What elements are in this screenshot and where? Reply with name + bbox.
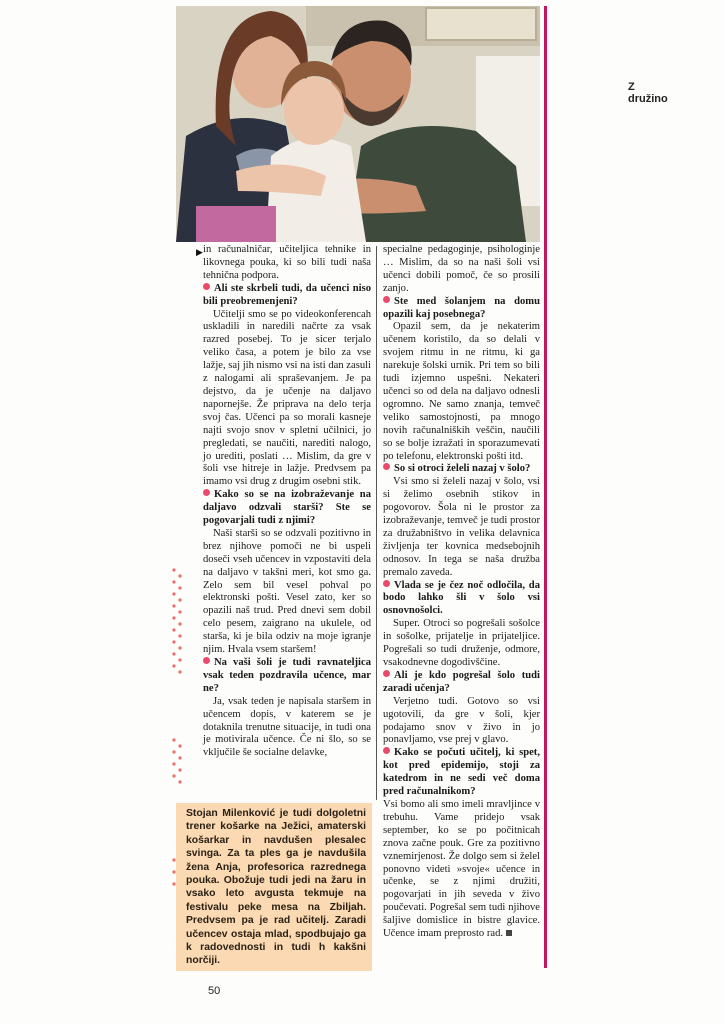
bio-text: Stojan Milenković je tudi dolgoletni trener košarke na Ježici, amaterski košarkar in navdušen plesalec svinga. Za ta ples ga je navdušila žena Anja, profesorica razrednega pouka. Obožuje tudi jedi na žaru in vsako leto avgusta tekmuje na festivalu peke mesa na Zbiljah. Predvsem pa je rad učitelj. Zaradi učencev ostaja mlad, spodbujajo ga k radovednosti in tudi h kakšni norčiji. — [186, 808, 366, 967]
answer-5: Vsi smo si želeli nazaj v šolo, vsi si želimo osebnih stikov in pogovorov. Šola ni le prostor za izobraževanje, temveč je tudi prostor za družabništvo in velika delavnica življenja ter kovnica medsebojnih odnosov. In tega se naša družba premalo zaveda. — [383, 476, 540, 578]
family-photo — [176, 6, 668, 242]
bullet-icon — [383, 296, 390, 303]
bullet-icon — [203, 283, 210, 290]
column2-intro: specialne pedagoginje, psihologinje … Mislim, da so na naši šoli vsi učenci dobili pomoč, če so prosili zanjo. — [383, 244, 540, 294]
question-5-text: So si otroci želeli nazaj v šolo? — [394, 463, 531, 475]
question-6 — [383, 580, 540, 619]
column-divider — [376, 246, 377, 800]
bullet-icon — [203, 489, 210, 496]
question-6-text: Vlada se je čez noč odločila, da bodo lahko šli v šolo vsi osnovnošolci. — [383, 579, 540, 617]
question-4-text: Ste med šolanjem na domu opazili kaj posebnega? — [383, 295, 540, 320]
answer-1: Učitelji smo se po videokonferencah uskladili in naredili načrte za vsak razred posebej. To je sicer terjalo veliko časa, a potem je bilo za vse lažje, saj jih nismo vsi na isti dan zasuli z nalogami ali spraševanjem. Je pa dejstvo, da je učenje na daljavo napornejše. Že priprava na delo terja svoj čas. Učenci pa so morali kasneje najti svojo snov v spletni učilnici, jo pregledati, se naučiti, narediti nalogo, jo urediti, poslati … Mislim, da gre v šoli vse hitreje in lažje. Predvsem pa imamo vsi drug z drugim osebni stik. — [203, 308, 371, 488]
question-7-text: Ali je kdo pogrešal šolo tudi zaradi učenja? — [383, 669, 540, 694]
question-2-text: Kako so se na izobraževanje na daljavo odzvali starši? Ste se pogovarjali tudi z njimi? — [203, 489, 371, 527]
question-3-text: Na vaši šoli je tudi ravnateljica vsak teden pozdravila učence, mar ne? — [203, 657, 371, 694]
accent-rule — [544, 6, 547, 968]
bullet-icon — [383, 463, 390, 470]
column1-intro: in računalničar, učiteljica tehnike in likovnega pouka, ki so bili tudi naša tehnična podpora. — [203, 244, 371, 281]
answer-8 — [383, 799, 540, 941]
question-2 — [203, 489, 371, 528]
answer-8-text: Vsi bomo ali smo imeli mravljince v trebuhu. Vame pridejo vsak september, ko se po počitnicah znova začne pouk. Gre za pozitivno vznemirjenost. Že dolgo sem si želel ponovno videti »svoje« učence in učenke, se z njimi družiti, pogovarjati in jih seveda v živo poučevati. Pogrešal sem tudi njihove šaljive domislice in bistre glavice. Učence imam preprosto rad. — [383, 798, 540, 940]
bio-box — [176, 803, 372, 971]
continuation-arrow-icon: ▶ — [196, 247, 203, 257]
bullet-icon — [383, 580, 390, 587]
question-1-text: Ali ste skrbeli tudi, da učenci niso bili preobremenjeni? — [203, 282, 371, 307]
bullet-icon — [383, 670, 390, 677]
answer-7: Verjetno tudi. Gotovo so vsi ugotovili, da gre v šoli, kjer podajamo snov v živo in jo ponavljamo, vse prej v glavo. — [383, 695, 540, 746]
page-number: 50 — [208, 985, 221, 997]
article-column-1 — [203, 244, 371, 760]
answer-2: Naši starši so se odzvali pozitivno in brez njihove pomoči ne bi uspeli doseči vseh učencev in vzpostaviti dela na daljavo v takšni meri, kot smo ga. Zelo sem bil vesel pohval po elektronski pošti. Vesel zato, ker so opazili naš trud. Pred dnevi sem dobil celo pesem, zaigrano na ukulele, od starša, ki je bila odziv na moje igranje njim. Hvala vsem staršem! — [203, 527, 371, 656]
answer-3: Ja, vsak teden je napisala staršem in učencem dopis, v katerem se je dotaknila trenutne situacije, in tudi ona je motivirala učence. Če ni šlo, so se vključile še socialne delavke, — [203, 695, 371, 759]
end-mark-icon — [506, 930, 512, 936]
question-4 — [383, 296, 540, 322]
family-photo-illustration — [176, 6, 540, 242]
question-7 — [383, 670, 540, 696]
bullet-icon — [383, 747, 390, 754]
article-column-2 — [383, 244, 540, 941]
question-8 — [383, 747, 540, 799]
question-1 — [203, 283, 371, 309]
photo-caption: Z družino — [628, 81, 668, 105]
question-5 — [383, 463, 540, 476]
question-8-text: Kako se počuti učitelj, ki spet, kot pred epidemijo, stoji za katedrom in ne sedi več doma pred računalnikom? — [383, 747, 540, 798]
answer-4: Opazil sem, da je nekaterim učenem koristilo, da so delali v svojem ritmu in ne ritmu, ki ga narekuje šolski urnik. Pri tem so bili tudi izjemno uspešni. Nekateri učenci so od dela na daljavo odnesli ogromno. Ne samo znanja, temveč veliko samostojnosti, pa mnogo novih računalniških veščin, naučili so se bolje izražati in sporazumevati po telefonu, elektronski pošti itd. — [383, 321, 540, 462]
bullet-icon — [203, 657, 210, 664]
question-3 — [203, 657, 371, 696]
answer-6: Super. Otroci so pogrešali sošolce in sošolke, prijatelje in prijateljice. Pogrešali so tudi druženje, odmore, vsakodnevne dogodivščine. — [383, 618, 540, 668]
